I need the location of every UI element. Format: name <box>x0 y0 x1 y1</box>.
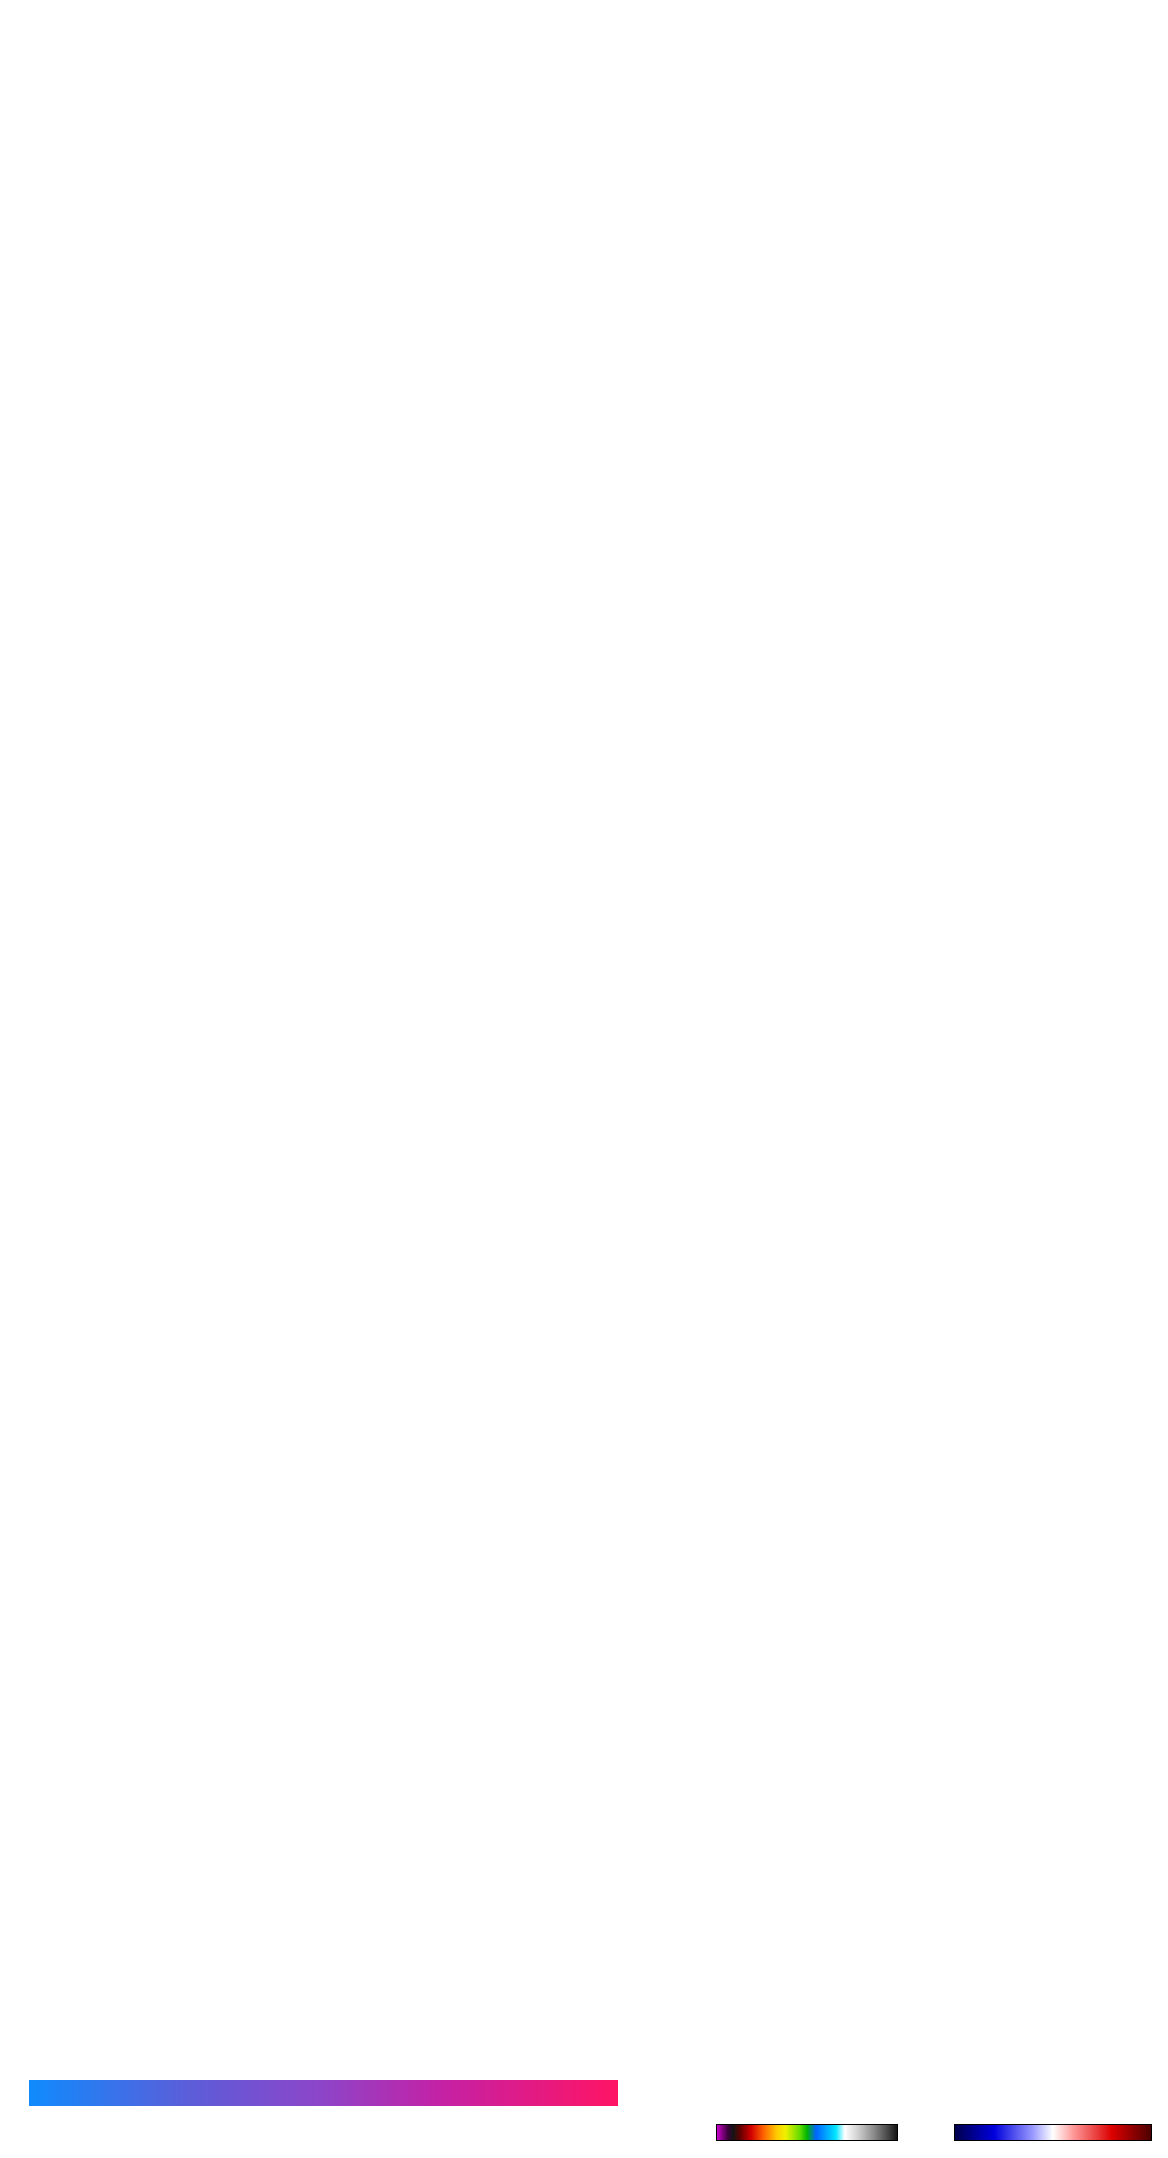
shap-timeseries-chart <box>0 420 1168 920</box>
shap-values-colorbar <box>954 2124 1152 2141</box>
brightness-temp-colorbar <box>716 2124 898 2141</box>
shap-dotplot-chart <box>0 900 700 2158</box>
feature-value-colorbar <box>29 2080 618 2106</box>
msw-histogram-chart <box>0 0 1168 420</box>
